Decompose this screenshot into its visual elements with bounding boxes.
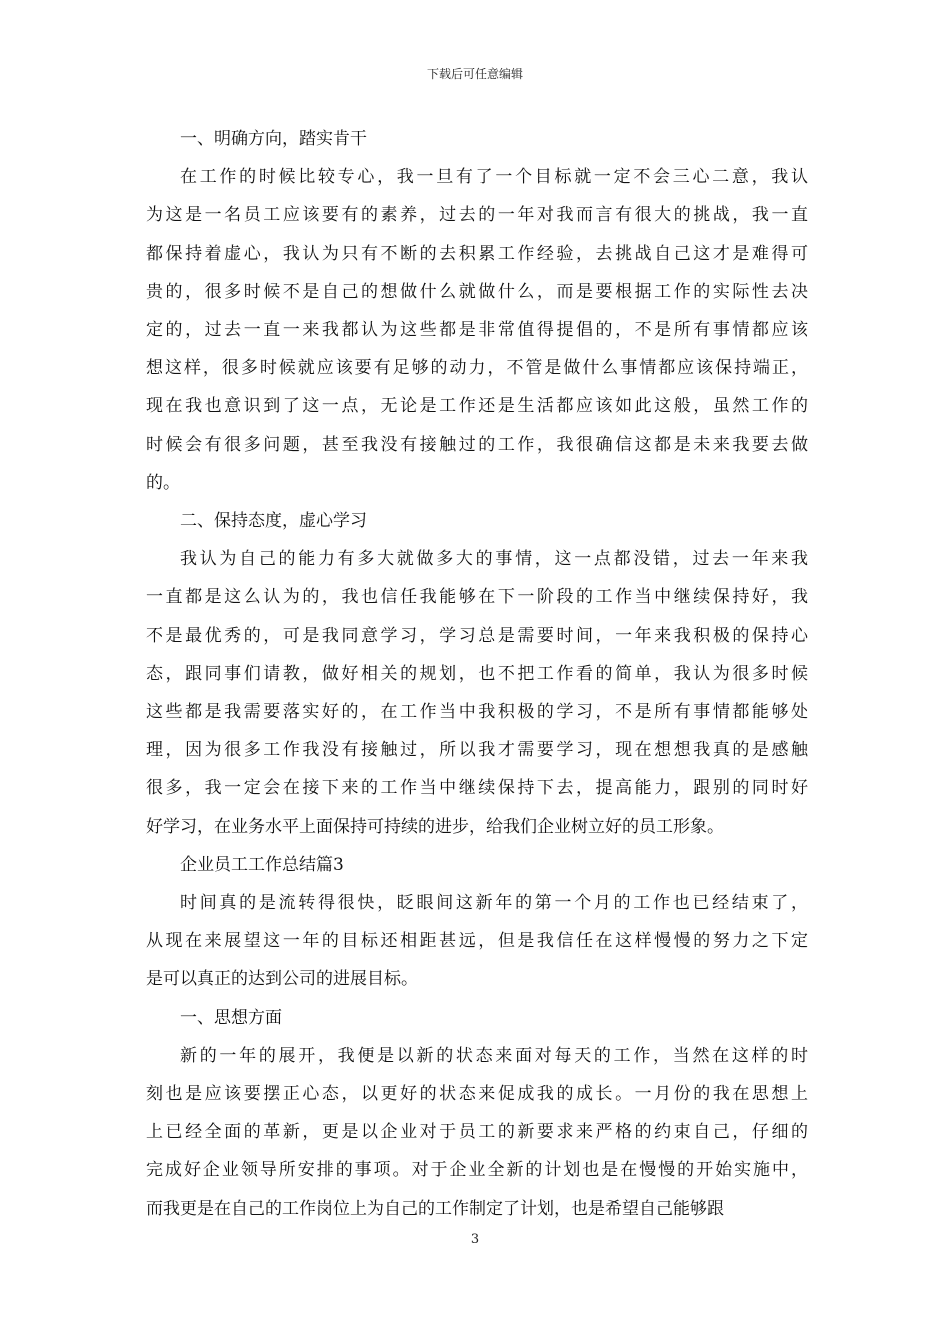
- text-line: 为这是一名员工应该要有的素养，过去的一年对我而言有很大的挑战，我一直: [146, 205, 808, 226]
- section-heading: [146, 502, 808, 540]
- text-line: 定的，过去一直一来我都认为这些都是非常值得提倡的，不是所有事情都应该: [146, 320, 808, 341]
- page-number: 3: [470, 1232, 480, 1247]
- text-line: 一直都是这么认为的，我也信任我能够在下一阶段的工作当中继续保持好，我: [146, 587, 808, 608]
- text-line: 一、思想方面: [180, 1007, 282, 1028]
- text-line: 时候会有很多问题，甚至我没有接触过的工作，我很确信这都是未来我要去做: [146, 434, 808, 455]
- text-line: 时间真的是流转得很快，眨眼间这新年的第一个月的工作也已经结束了，: [180, 893, 808, 914]
- text-line: 都保持着虚心，我认为只有不断的去积累工作经验，去挑战自己这才是难得可: [146, 243, 808, 264]
- text-line: 企业员工工作总结篇3: [180, 854, 344, 875]
- text-line: 是可以真正的达到公司的进展目标。: [146, 969, 418, 990]
- body-paragraph: [146, 884, 808, 999]
- body-paragraph: [146, 540, 808, 846]
- text-line: 想这样，很多时候就应该要有足够的动力，不管是做什么事情都应该保持端正，: [146, 358, 808, 379]
- text-line: 理，因为很多工作我没有接触过，所以我才需要学习，现在想想我真的是感触: [146, 740, 808, 761]
- text-line: 而我更是在自己的工作岗位上为自己的工作制定了计划，也是希望自己能够跟: [146, 1198, 724, 1219]
- text-line: 在工作的时候比较专心，我一旦有了一个目标就一定不会三心二意，我认: [180, 167, 808, 188]
- page-header: 下载后可任意编辑: [426, 67, 523, 81]
- text-line: 态，跟同事们请教，做好相关的规划，也不把工作看的简单，我认为很多时候: [146, 663, 808, 684]
- text-line: 现在我也意识到了这一点，无论是工作还是生活都应该如此这般，虽然工作的: [146, 396, 808, 417]
- document-body: [146, 120, 808, 1228]
- text-line: 刻也是应该要摆正心态，以更好的状态来促成我的成长。一月份的我在思想上: [146, 1084, 808, 1105]
- text-line: 新的一年的展开，我便是以新的状态来面对每天的工作，当然在这样的时: [180, 1045, 808, 1066]
- body-paragraph: [146, 158, 808, 502]
- section-heading: [146, 120, 808, 158]
- text-line: 很多，我一定会在接下来的工作当中继续保持下去，提高能力，跟别的同时好: [146, 778, 808, 799]
- text-line: 我认为自己的能力有多大就做多大的事情，这一点都没错，过去一年来我: [180, 549, 808, 570]
- text-line: 这些都是我需要落实好的，在工作当中我积极的学习，不是所有事情都能够处: [146, 702, 808, 723]
- text-line: 贵的，很多时候不是自己的想做什么就做什么，而是要根据工作的实际性去决: [146, 281, 808, 302]
- text-line: 一、明确方向，踏实肯干: [180, 129, 367, 149]
- text-line: 完成好企业领导所安排的事项。对于企业全新的计划也是在慢慢的开始实施中，: [146, 1160, 808, 1181]
- text-line: 二、保持态度，虚心学习: [180, 511, 367, 532]
- text-line: 上已经全面的革新，更是以企业对于员工的新要求来严格的约束自己，仔细的: [146, 1122, 808, 1143]
- text-line: 从现在来展望这一年的目标还相距甚远，但是我信任在这样慢慢的努力之下定: [146, 931, 808, 952]
- section-heading: [146, 999, 808, 1037]
- text-line: 好学习，在业务水平上面保持可持续的进步，给我们企业树立好的员工形象。: [146, 816, 724, 837]
- text-line: 的。: [146, 472, 180, 493]
- body-paragraph: [146, 1037, 808, 1228]
- text-line: 不是最优秀的，可是我同意学习，学习总是需要时间，一年来我积极的保持心: [146, 625, 808, 646]
- section-heading: [146, 846, 808, 884]
